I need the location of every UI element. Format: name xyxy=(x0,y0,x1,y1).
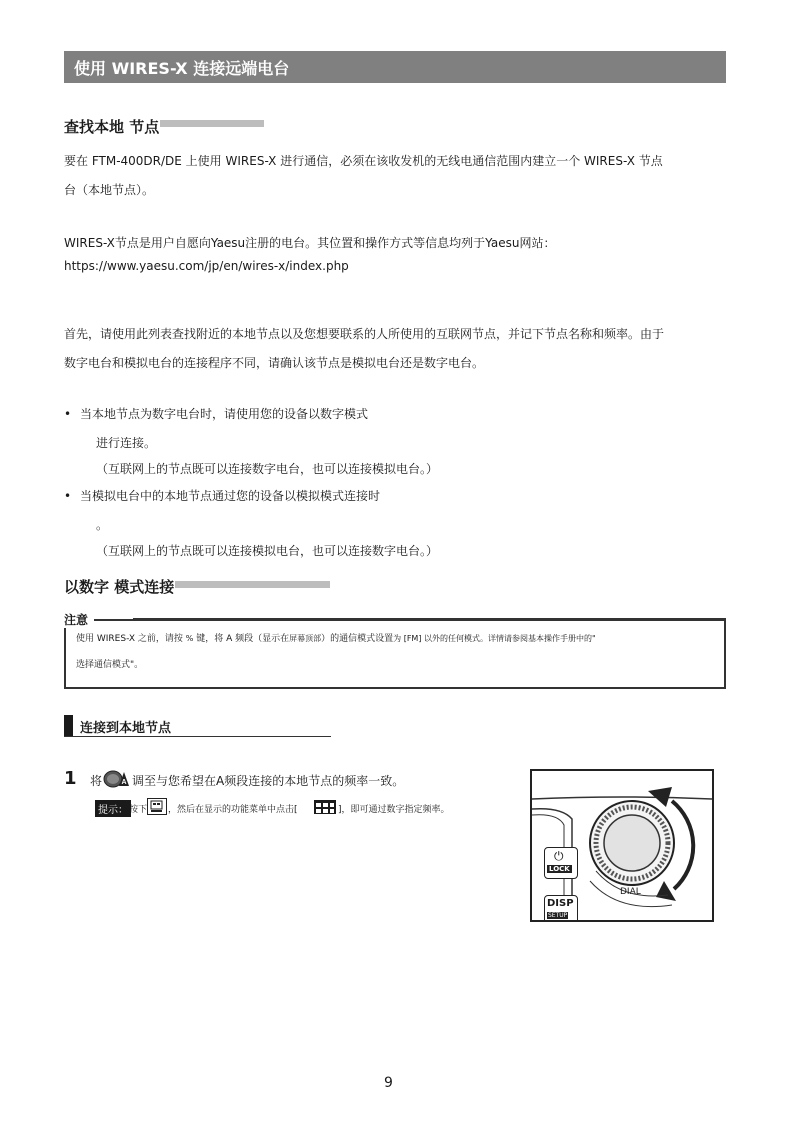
bullet-digital-line3: （互联网上的节点既可以连接数字电台，也可以连接模拟电台。） xyxy=(96,462,439,476)
function-key-icon xyxy=(147,798,167,815)
section-title-bar xyxy=(64,51,726,83)
note-text-c: 屏幕顶部 xyxy=(289,634,322,643)
paragraph-wires-line1: WIRES-X节点是用户自愿向Yaesu注册的电台。其位置和操作方式等信息均列于Yaesu网站： xyxy=(64,236,556,250)
subsection-marker xyxy=(64,715,73,736)
hint-text-a: 按下 xyxy=(129,805,148,815)
percent-key-icon: % xyxy=(185,634,194,643)
paragraph-intro-line2: 台（本地节点）。 xyxy=(64,183,155,197)
hint-text-b: ，然后在显示的功能菜单中点击[ xyxy=(168,805,298,815)
dial-label: DIAL xyxy=(620,887,641,897)
bullet-digital-line2: 进行连接。 xyxy=(96,436,157,450)
step-text-b: 调至与您希望在A频段连接的本地节点的频率一致。 xyxy=(132,774,405,788)
paragraph-first-line1: 首先，请使用此列表查找附近的本地节点以及您想要联系的人所使用的互联网节点，并记下节点名称和频率。由于 xyxy=(64,327,665,341)
dial-a-knob-icon xyxy=(103,768,129,788)
note-text-line1 xyxy=(76,631,596,644)
hint-label: 提示： xyxy=(95,800,131,817)
lock-label: LOCK xyxy=(549,865,570,873)
bullet-digital-line1: 当本地节点为数字电台时，请使用您的设备以数字模式 xyxy=(80,407,369,421)
dial-figure xyxy=(530,769,714,922)
power-icon: ⏻ xyxy=(554,849,564,863)
section-heading-rule xyxy=(160,120,264,127)
bullet-dot-icon: • xyxy=(64,489,72,503)
lock-button xyxy=(544,847,578,879)
bullet-analog-line1: 当模拟电台中的本地节点通过您的设备以模拟模式连接时 xyxy=(80,489,381,503)
subsection-title: 连接到本地节点 xyxy=(80,721,172,736)
step-number: 1 xyxy=(64,768,77,789)
note-text-e: 为 [FM] 以外的任何模式。详情请参阅基本操作手册中的" xyxy=(393,634,596,643)
hint-text-c: ]，即可通过数字指定频率。 xyxy=(338,805,450,815)
section-heading-digital: 以数字 模式连接 xyxy=(64,578,175,596)
bullet-analog-line2: 。 xyxy=(96,518,109,532)
note-text-a: 使用 WIRES-X 之前，请按 xyxy=(76,634,183,644)
yaesu-url-link[interactable]: https://www.yaesu.com/jp/en/wires-x/index.php xyxy=(64,259,349,273)
note-text-line2: 选择通信模式"。 xyxy=(76,660,144,670)
note-label: 注意 xyxy=(64,611,94,628)
section-heading-find-node: 查找本地 节点 xyxy=(64,118,160,136)
note-text-d: ）的通信模式设置 xyxy=(321,634,394,644)
paragraph-intro-line1: 要在 FTM-400DR/DE 上使用 WIRES-X 进行通信，必须在该收发机的无线电通信范围内建立一个 WIRES-X 节点 xyxy=(64,154,663,168)
note-text-b: 键，将 A 频段（显示在 xyxy=(196,634,290,644)
disp-label: DISP xyxy=(547,898,574,909)
subsection-underline xyxy=(64,736,331,737)
setup-label: SETUP xyxy=(548,912,568,919)
bullet-analog-line3: （互联网上的节点既可以连接模拟电台，也可以连接数字电台。） xyxy=(96,544,439,558)
note-box xyxy=(64,619,726,689)
step-text-a: 将 xyxy=(90,774,103,788)
section-heading-rule xyxy=(175,581,330,588)
bullet-dot-icon: • xyxy=(64,407,72,421)
keypad-grid-icon xyxy=(314,800,336,814)
note-top-rule xyxy=(133,618,726,620)
page-title: 使用 WIRES-X 连接远端电台 xyxy=(74,59,290,78)
paragraph-first-line2: 数字电台和模拟电台的连接程序不同，请确认该节点是模拟电台还是数字电台。 xyxy=(64,356,485,370)
page-number: 9 xyxy=(384,1075,393,1091)
disp-button xyxy=(544,895,578,922)
svg-text:A: A xyxy=(121,779,127,786)
